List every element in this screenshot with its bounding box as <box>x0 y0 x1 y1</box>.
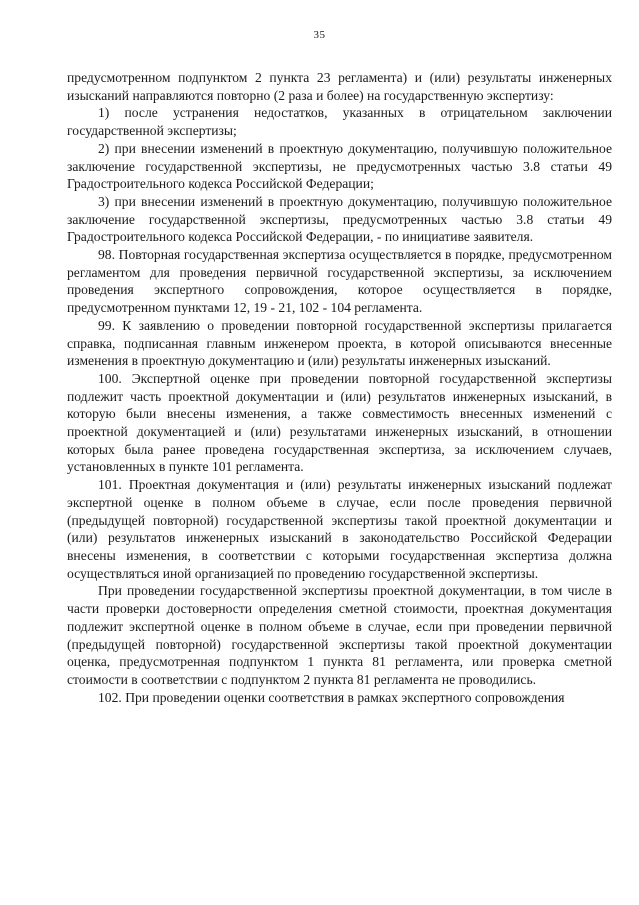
paragraph-item-3: 3) при внесении изменений в проектную документацию, получившую положительное заключение государственной экспертизы, предусмотренных частью 3.8 статьи 49 Градостроительного кодекса Российской Федерации, - по инициативе заявителя. <box>67 193 612 245</box>
paragraph-101: 101. Проектная документация и (или) результаты инженерных изысканий подлежат экспертной оценке в полном объеме в случае, если после проведения первичной (предыдущей повторной) государственной экспертизы такой проектной документации и (или) результатов инженерных изысканий в законодательство Российской Федерации внесены изменения, в соответствии с которыми государственная экспертиза должна осуществляться иной организацией по проведению государственной экспертизы. <box>67 477 612 581</box>
paragraph-98: 98. Повторная государственная экспертиза осуществляется в порядке, предусмотренном регламентом для проведения первичной государственной экспертизы, за исключением проведения экспертного сопровождения, которое осуществляется в порядке, предусмотренном пунктами 12, 19 - 21, 102 - 104 регламента. <box>67 247 612 316</box>
paragraph-item-1: 1) после устранения недостатков, указанных в отрицательном заключении государственной экспертизы; <box>67 105 612 139</box>
paragraph-99: 99. К заявлению о проведении повторной государственной экспертизы прилагается справка, подписанная главным инженером проекта, в которой описываются внесенные изменения в проектную документацию и (или) результаты инженерных изысканий. <box>67 317 612 369</box>
paragraph-100: 100. Экспертной оценке при проведении повторной государственной экспертизы подлежит часть проектной документации и (или) результатов инженерных изысканий, в которую были внесены изменения, а также совместимость внесенных изменений с проектной документацией и (или) результатами инженерных изысканий, в отношении которых была ранее проведена государственная экспертиза, за исключением случаев, установленных в пункте 101 регламента. <box>67 370 612 475</box>
document-body <box>67 69 612 706</box>
paragraph-101-continued: При проведении государственной экспертизы проектной документации, в том числе в части проверки достоверности определения сметной стоимости, проектная документация подлежит экспертной оценке в полном объеме в случае, если при проведении первичной (предыдущей повторной) государственной экспертизы такой проектной документации оценка, предусмотренная подпунктом 1 пункта 81 регламента, или проверка сметной стоимости в соответствии с подпунктом 2 пункта 81 регламента не проводились. <box>67 583 612 687</box>
paragraph-intro-continuation: предусмотренном подпунктом 2 пункта 23 регламента) и (или) результаты инженерных изысканий направляются повторно (2 раза и более) на государственную экспертизу: <box>67 70 612 103</box>
page-number: 35 <box>313 29 326 41</box>
paragraph-102: 102. При проведении оценки соответствия в рамках экспертного сопровождения <box>98 689 565 705</box>
paragraph-item-2: 2) при внесении изменений в проектную документацию, получившую положительное заключение государственной экспертизы, не предусмотренных частью 3.8 статьи 49 Градостроительного кодекса Российской Федерации; <box>67 140 612 192</box>
